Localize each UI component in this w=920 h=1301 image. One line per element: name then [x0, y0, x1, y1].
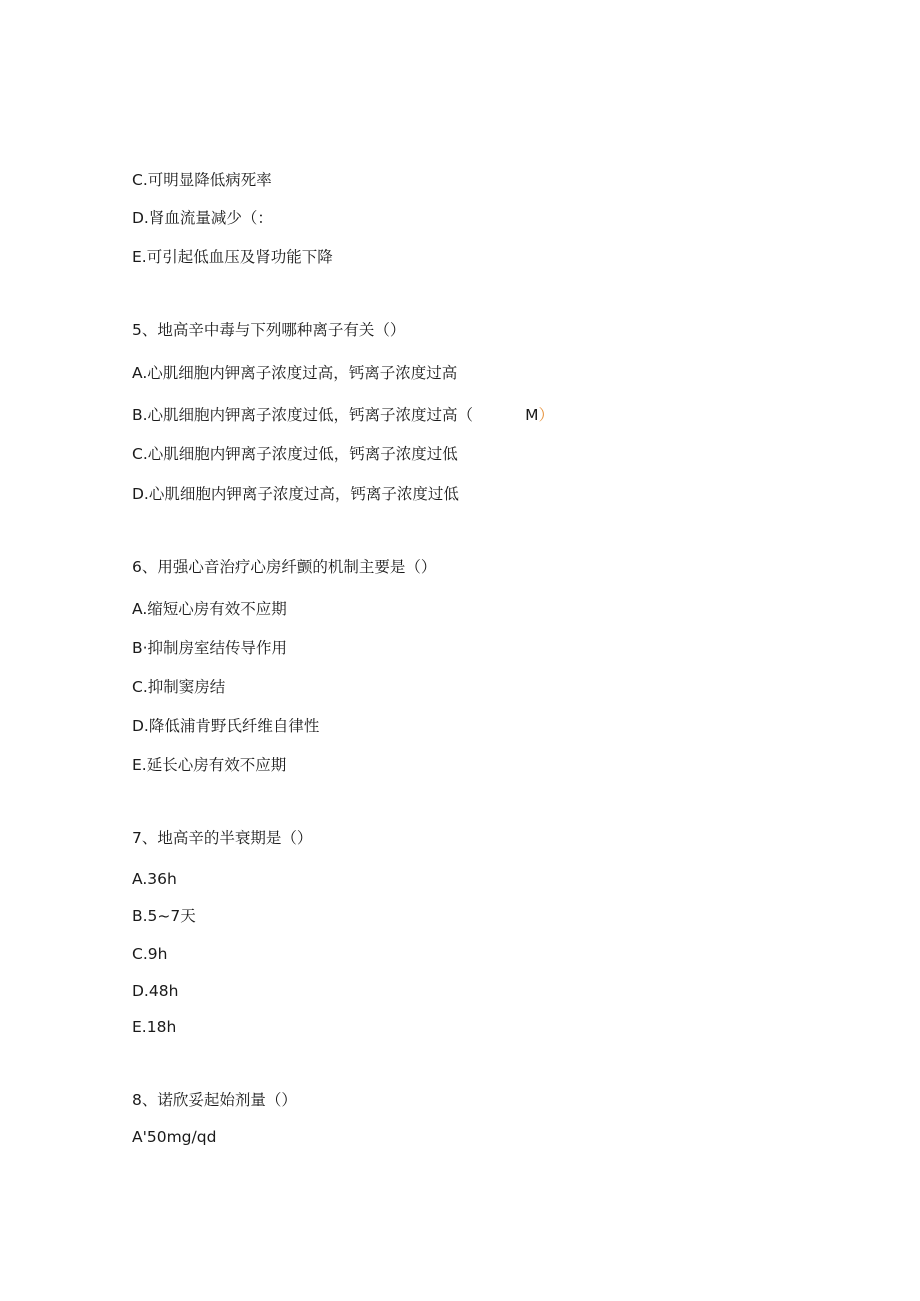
question-6-stem: 6、用强心音治疗心房纤颤的机制主要是（）: [132, 558, 437, 576]
option-e: E.可引起低血压及肾功能下降: [132, 248, 333, 266]
q5-option-d: D.心肌细胞内钾离子浓度过高，钙离子浓度过低: [132, 485, 459, 503]
q6-option-d: D.降低浦肯野氏纤维自律性: [132, 717, 320, 735]
q5-option-b-text: B.心肌细胞内钾离子浓度过低，钙离子浓度过高（: [132, 406, 474, 424]
q5-option-a: A.心肌细胞内钾离子浓度过高，钙离子浓度过高: [132, 364, 458, 382]
question-5-stem: 5、地高辛中毒与下列哪种离子有关（）: [132, 321, 406, 339]
q5-option-b-close: ）: [538, 406, 554, 424]
option-d: D.肾血流量减少（：: [132, 209, 273, 227]
q7-option-e: E.18h: [132, 1018, 177, 1036]
q8-option-a: A'50mg∕qd: [132, 1128, 217, 1146]
q5-option-c: C.心肌细胞内钾离子浓度过低，钙离子浓度过低: [132, 445, 458, 463]
question-7-stem: 7、地高辛的半衰期是（）: [132, 829, 313, 847]
option-c: C.可明显降低病死率: [132, 171, 272, 189]
q7-option-c: C.9h: [132, 945, 168, 963]
q6-option-a: A.缩短心房有效不应期: [132, 600, 287, 618]
q5-option-b-mark: M: [525, 406, 539, 424]
question-8-stem: 8、诺欣妥起始剂量（）: [132, 1091, 297, 1109]
q7-option-b: B.5~7天: [132, 907, 196, 925]
q7-option-d: D.48h: [132, 982, 179, 1000]
q7-option-a: A.36h: [132, 870, 177, 888]
q6-option-c: C.抑制窦房结: [132, 678, 226, 696]
q6-option-b: B·抑制房室结传导作用: [132, 639, 288, 657]
q6-option-e: E.延长心房有效不应期: [132, 756, 287, 774]
q5-option-b: [132, 405, 554, 425]
